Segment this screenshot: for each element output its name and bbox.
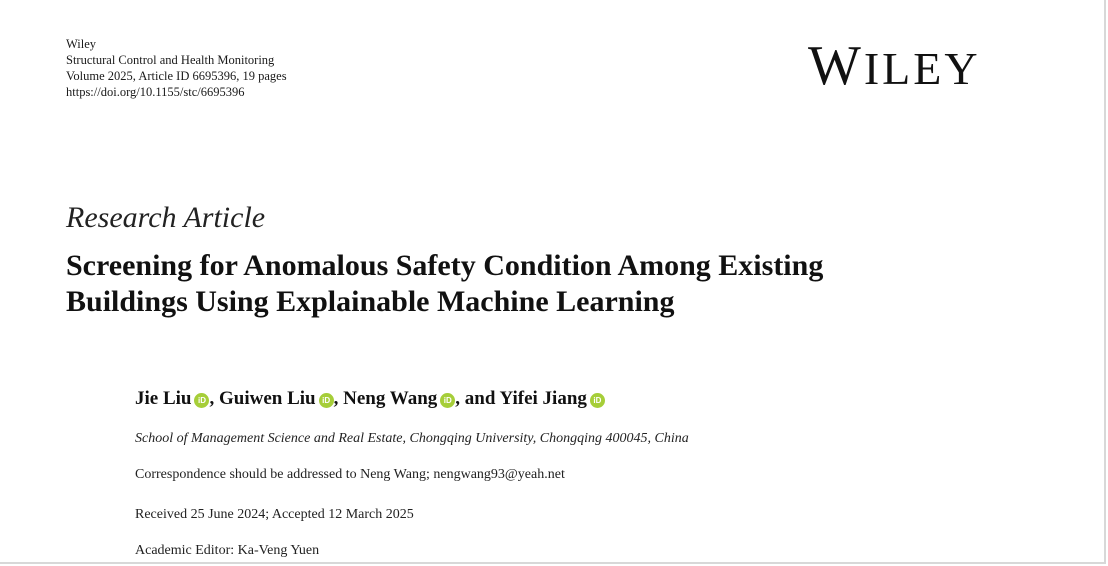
author-list (135, 386, 605, 412)
journal-meta (66, 36, 287, 100)
correspondence: Correspondence should be addressed to Neng Wang; nengwang93@yeah.net (135, 467, 565, 482)
author-separator: , (333, 388, 344, 409)
author-name[interactable]: Yifei Jiang (499, 388, 587, 409)
orcid-icon[interactable]: iD (590, 393, 605, 408)
received-accepted-dates: Received 25 June 2024; Accepted 12 March 2025 (135, 507, 414, 522)
orcid-icon[interactable]: iD (440, 393, 455, 408)
journal-volume: Volume 2025, Article ID 6695396, 19 pages (66, 69, 287, 83)
author-separator: , (209, 388, 219, 409)
author-name[interactable]: Jie Liu (135, 388, 192, 409)
logo-rest-letters: ILEY (863, 43, 981, 94)
article-title (66, 248, 1026, 320)
affiliation: School of Management Science and Real Estate, Chongqing University, Chongqing 400045, China (135, 431, 689, 446)
journal-name: Structural Control and Health Monitoring (66, 53, 275, 67)
academic-editor: Academic Editor: Ka-Veng Yuen (135, 543, 320, 558)
article-title-line-1: Screening for Anomalous Safety Condition Among Existing (66, 249, 824, 282)
orcid-icon[interactable]: iD (319, 393, 334, 408)
wiley-logo (808, 36, 981, 99)
author-separator: , and (455, 388, 500, 409)
journal-publisher: Wiley (66, 37, 97, 51)
orcid-icon[interactable]: iD (194, 393, 209, 408)
journal-doi-link[interactable]: https://doi.org/10.1155/stc/6695396 (66, 85, 245, 99)
author-name[interactable]: Neng Wang (343, 388, 438, 409)
logo-first-letter: W (808, 35, 864, 97)
article-type: Research Article (66, 201, 266, 234)
article-title-line-2: Buildings Using Explainable Machine Learning (66, 285, 675, 318)
author-name[interactable]: Guiwen Liu (218, 388, 316, 409)
